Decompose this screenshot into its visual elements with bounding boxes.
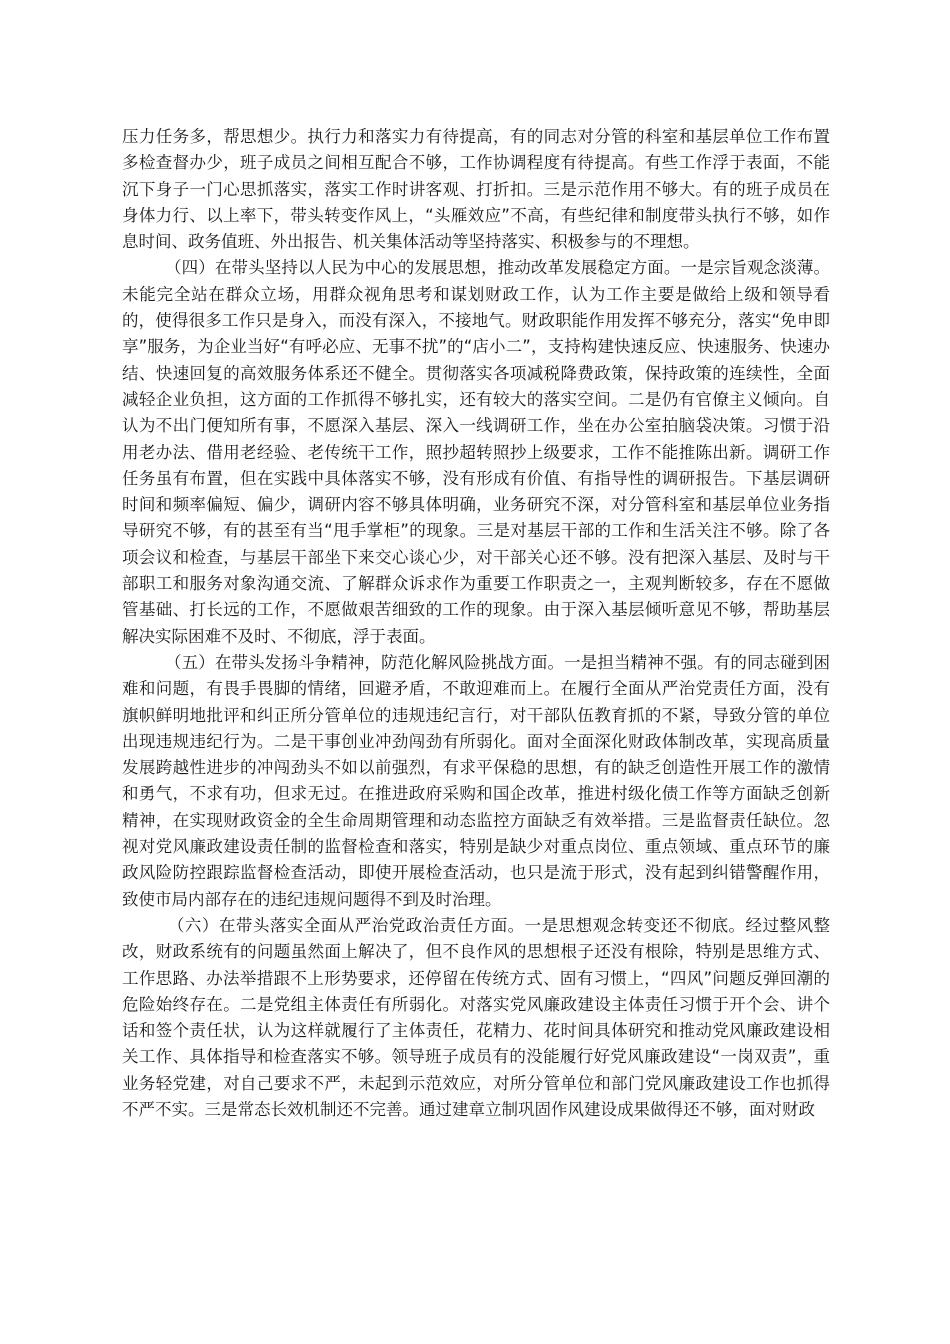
paragraph-4: （六）在带头落实全面从严治党政治责任方面。一是思想观念转变还不彻底。经过整风整改，财政系统有的问题虽然面上解决了，但不良作风的思想根子还没有根除，特别是思维方式、工作思路、办法举措跟不上形势要求，还停留在传统方式、固有习惯上，“四风”问题反弹回潮的危险始终存在。二是党组主体责任有所弱化。对落实党风廉政建设主体责任习惯于开个会、讲个话和签个责任状，认为这样就履行了主体责任，花精力、花时间具体研究和推动党风廉政建设相关工作、具体指导和检查落实不够。领导班子成员有的没能履行好党风廉政建设“一岗双责”，重业务轻党建，对自己要求不严，未起到示范效应，对所分管单位和部门党风廉政建设工作也抓得不严不实。三是常态长效机制还不完善。通过建章立制巩固作风建设成果做得还不够，面对财政 bbox=[122, 915, 831, 1119]
paragraph-1: 压力任务多，帮思想少。执行力和落实力有待提高，有的同志对分管的科室和基层单位工作布置多检查督办少，班子成员之间相互配合不够，工作协调程度有待提高。有些工作浮于表面，不能沉下身子一门心思抓落实，落实工作时讲客观、打折扣。三是示范作用不够大。有的班子成员在身体力行、以上率下，带头转变作风上，“头雁效应”不高，有些纪律和制度带头执行不够，如作息时间、政务值班、外出报告、机关集体活动等坚持落实、积极参与的不理想。 bbox=[122, 127, 830, 252]
paragraph-2: （四）在带头坚持以人民为中心的发展思想，推动改革发展稳定方面。一是宗旨观念淡薄。未能完全站在群众立场，用群众视角思考和谋划财政工作，认为工作主要是做给上级和领导看的，使得很多工作只是身入，而没有深入，不接地气。财政职能作用发挥不够充分，落实“免申即享”服务，为企业当好“有呼必应、无事不扰”的“店小二”，支持构建快速反应、快速服务、快速办结、快速回复的高效服务体系还不健全。贯彻落实各项减税降费政策，保持政策的连续性，全面减轻企业负担，这方面的工作抓得不够扎实，还有较大的落实空间。二是仍有官僚主义倾向。自认为不出门便知所有事，不愿深入基层、深入一线调研工作，坐在办公室拍脑袋决策。习惯于沿用老办法、借用老经验、老传统干工作，照抄超转照抄上级要求，工作不能推陈出新。调研工作任务虽有布置，但在实践中具体落实不够，没有形成有价值、有指导性的调研报告。下基层调研时间和频率偏短、偏少，调研内容不够具体明确，业务研究不深，对分管科室和基层单位业务指导研究不够，有的甚至有当“甩手掌柜”的现象。三是对基层干部的工作和生活关注不够。除了各项会议和检查，与基层干部坐下来交心谈心少，对干部关心还不够。没有把深入基层、及时与干部职工和服务对象沟通交流、了解群众诉求作为重要工作职责之一，主观判断较多，存在不愿做管基础、打长远的工作，不愿做艰苦细致的工作的现象。由于深入基层倾听意见不够，帮助基层解决实际困难不及时、不彻底，浮于表面。 bbox=[122, 258, 831, 646]
document-body bbox=[122, 124, 830, 1123]
paragraph-3: （五）在带头发扬斗争精神，防范化解风险挑战方面。一是担当精神不强。有的同志碰到困难和问题，有畏手畏脚的情绪，回避矛盾，不敢迎难而上。在履行全面从严治党责任方面，没有旗帜鲜明地批评和纠正所分管单位的违规违纪言行，对干部队伍教育抓的不紧，导致分管的单位出现违规违纪行为。二是干事创业冲劲闯劲有所弱化。面对全面深化财政体制改革，实现高质量发展跨越性进步的冲闯劲头不如以前强烈，有求平保稳的思想，有的缺乏创造性开展工作的激情和勇气，不求有功，但求无过。在推进政府采购和国企改革，推进村级化债工作等方面缺乏创新精神，在实现财政资金的全生命周期管理和动态监控方面缺乏有效举措。三是监督责任缺位。忽视对党风廉政建设责任制的监督检查和落实，特别是缺少对重点岗位、重点领域、重点环节的廉政风险防控跟踪监督检查活动，即使开展检查活动，也只是流于形式，没有起到纠错警醒作用，致使市局内部存在的违纪违规问题得不到及时治理。 bbox=[122, 652, 831, 909]
